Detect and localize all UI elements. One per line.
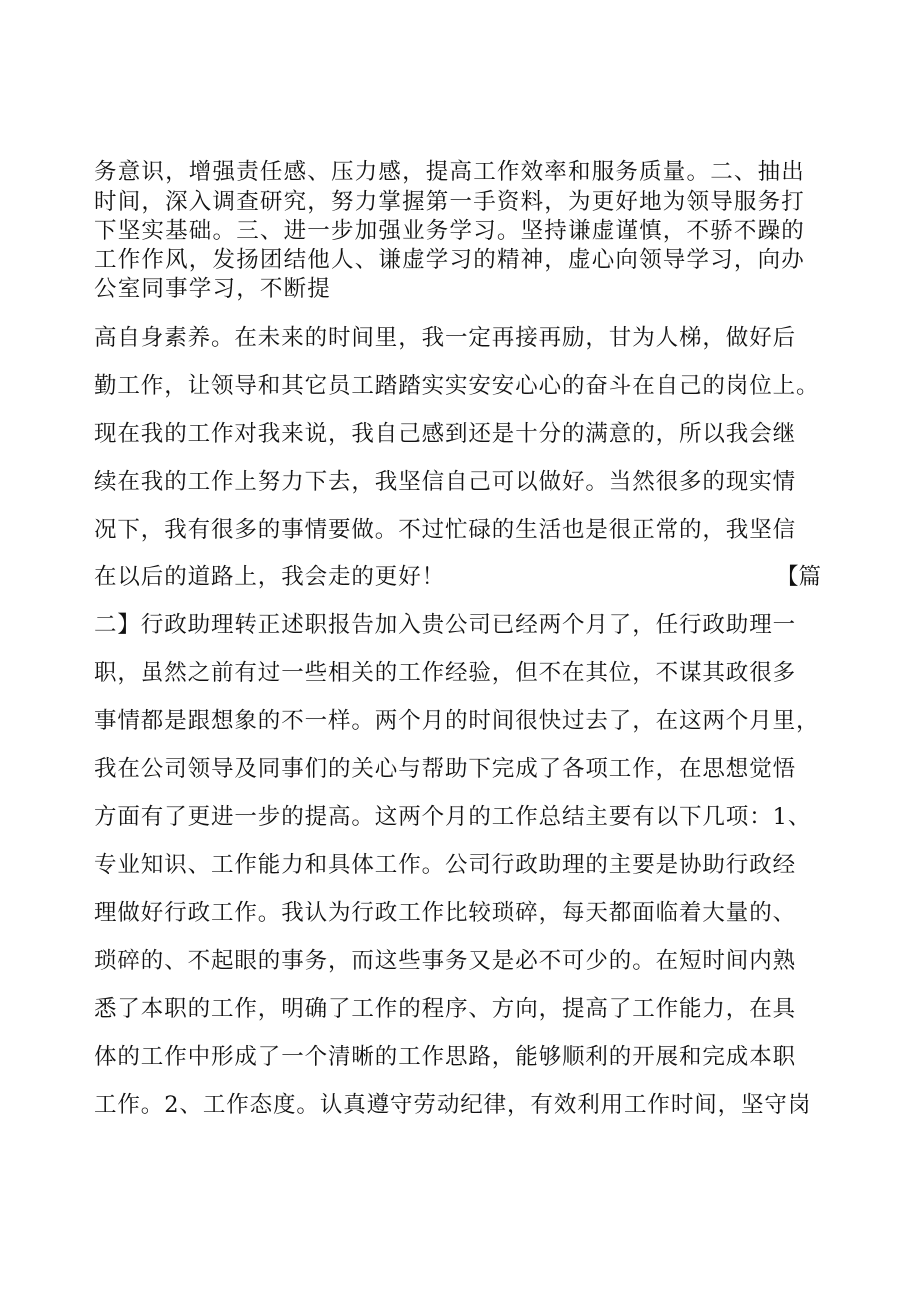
text-line: 琐碎的、不起眼的事务，而这些事务又是必不可少的。在短时间内熟 <box>94 948 797 974</box>
text-line: 我在公司领导及同事们的关心与帮助下完成了各项工作，在思想觉悟 <box>94 756 797 782</box>
text-line: 二】行政助理转正述职报告加入贵公司已经两个月了，任行政助理一 <box>94 612 797 638</box>
text-line: 务意识，增强责任感、压力感，提高工作效率和服务质量。二、抽出 <box>94 159 806 185</box>
text-line: 高自身素养。在未来的时间里，我一定再接再励，甘为人梯，做好后 <box>94 325 797 351</box>
text-line: 况下，我有很多的事情要做。不过忙碌的生活也是很正常的，我坚信 <box>94 517 797 543</box>
text-line: 悉了本职的工作，明确了工作的程序、方向，提高了工作能力，在具 <box>94 996 797 1022</box>
text-line: 方面有了更进一步的提高。这两个月的工作总结主要有以下几项：1、 <box>94 804 812 830</box>
text-line: 现在我的工作对我来说，我自己感到还是十分的满意的，所以我会继 <box>94 421 797 447</box>
text-line: 理做好行政工作。我认为行政工作比较琐碎，每天都面临着大量的、 <box>94 900 797 926</box>
text-line: 在以后的道路上，我会走的更好！ <box>94 564 446 590</box>
section-marker: 【篇 <box>776 564 822 590</box>
text-line: 下坚实基础。三、进一步加强业务学习。坚持谦虚谨慎，不骄不躁的 <box>94 218 806 244</box>
text-line: 工作。2、工作态度。认真遵守劳动纪律，有效利用工作时间，坚守岗 <box>94 1092 812 1118</box>
text-line: 公室同事学习，不断提 <box>94 276 332 302</box>
text-line: 续在我的工作上努力下去，我坚信自己可以做好。当然很多的现实情 <box>94 469 797 495</box>
text-line: 时间，深入调查研究，努力掌握第一手资料，为更好地为领导服务打 <box>94 189 806 215</box>
text-line: 勤工作，让领导和其它员工踏踏实实安安心心的奋斗在自己的岗位上。 <box>94 373 820 399</box>
text-line: 职，虽然之前有过一些相关的工作经验，但不在其位，不谋其政很多 <box>94 660 797 686</box>
text-line: 专业知识、工作能力和具体工作。公司行政助理的主要是协助行政经 <box>94 852 797 878</box>
text-line: 体的工作中形成了一个清晰的工作思路，能够顺利的开展和完成本职 <box>94 1044 797 1070</box>
text-line: 事情都是跟想象的不一样。两个月的时间很快过去了，在这两个月里， <box>94 708 820 734</box>
text-line: 工作作风，发扬团结他人、谦虚学习的精神，虚心向领导学习，向办 <box>94 247 806 273</box>
